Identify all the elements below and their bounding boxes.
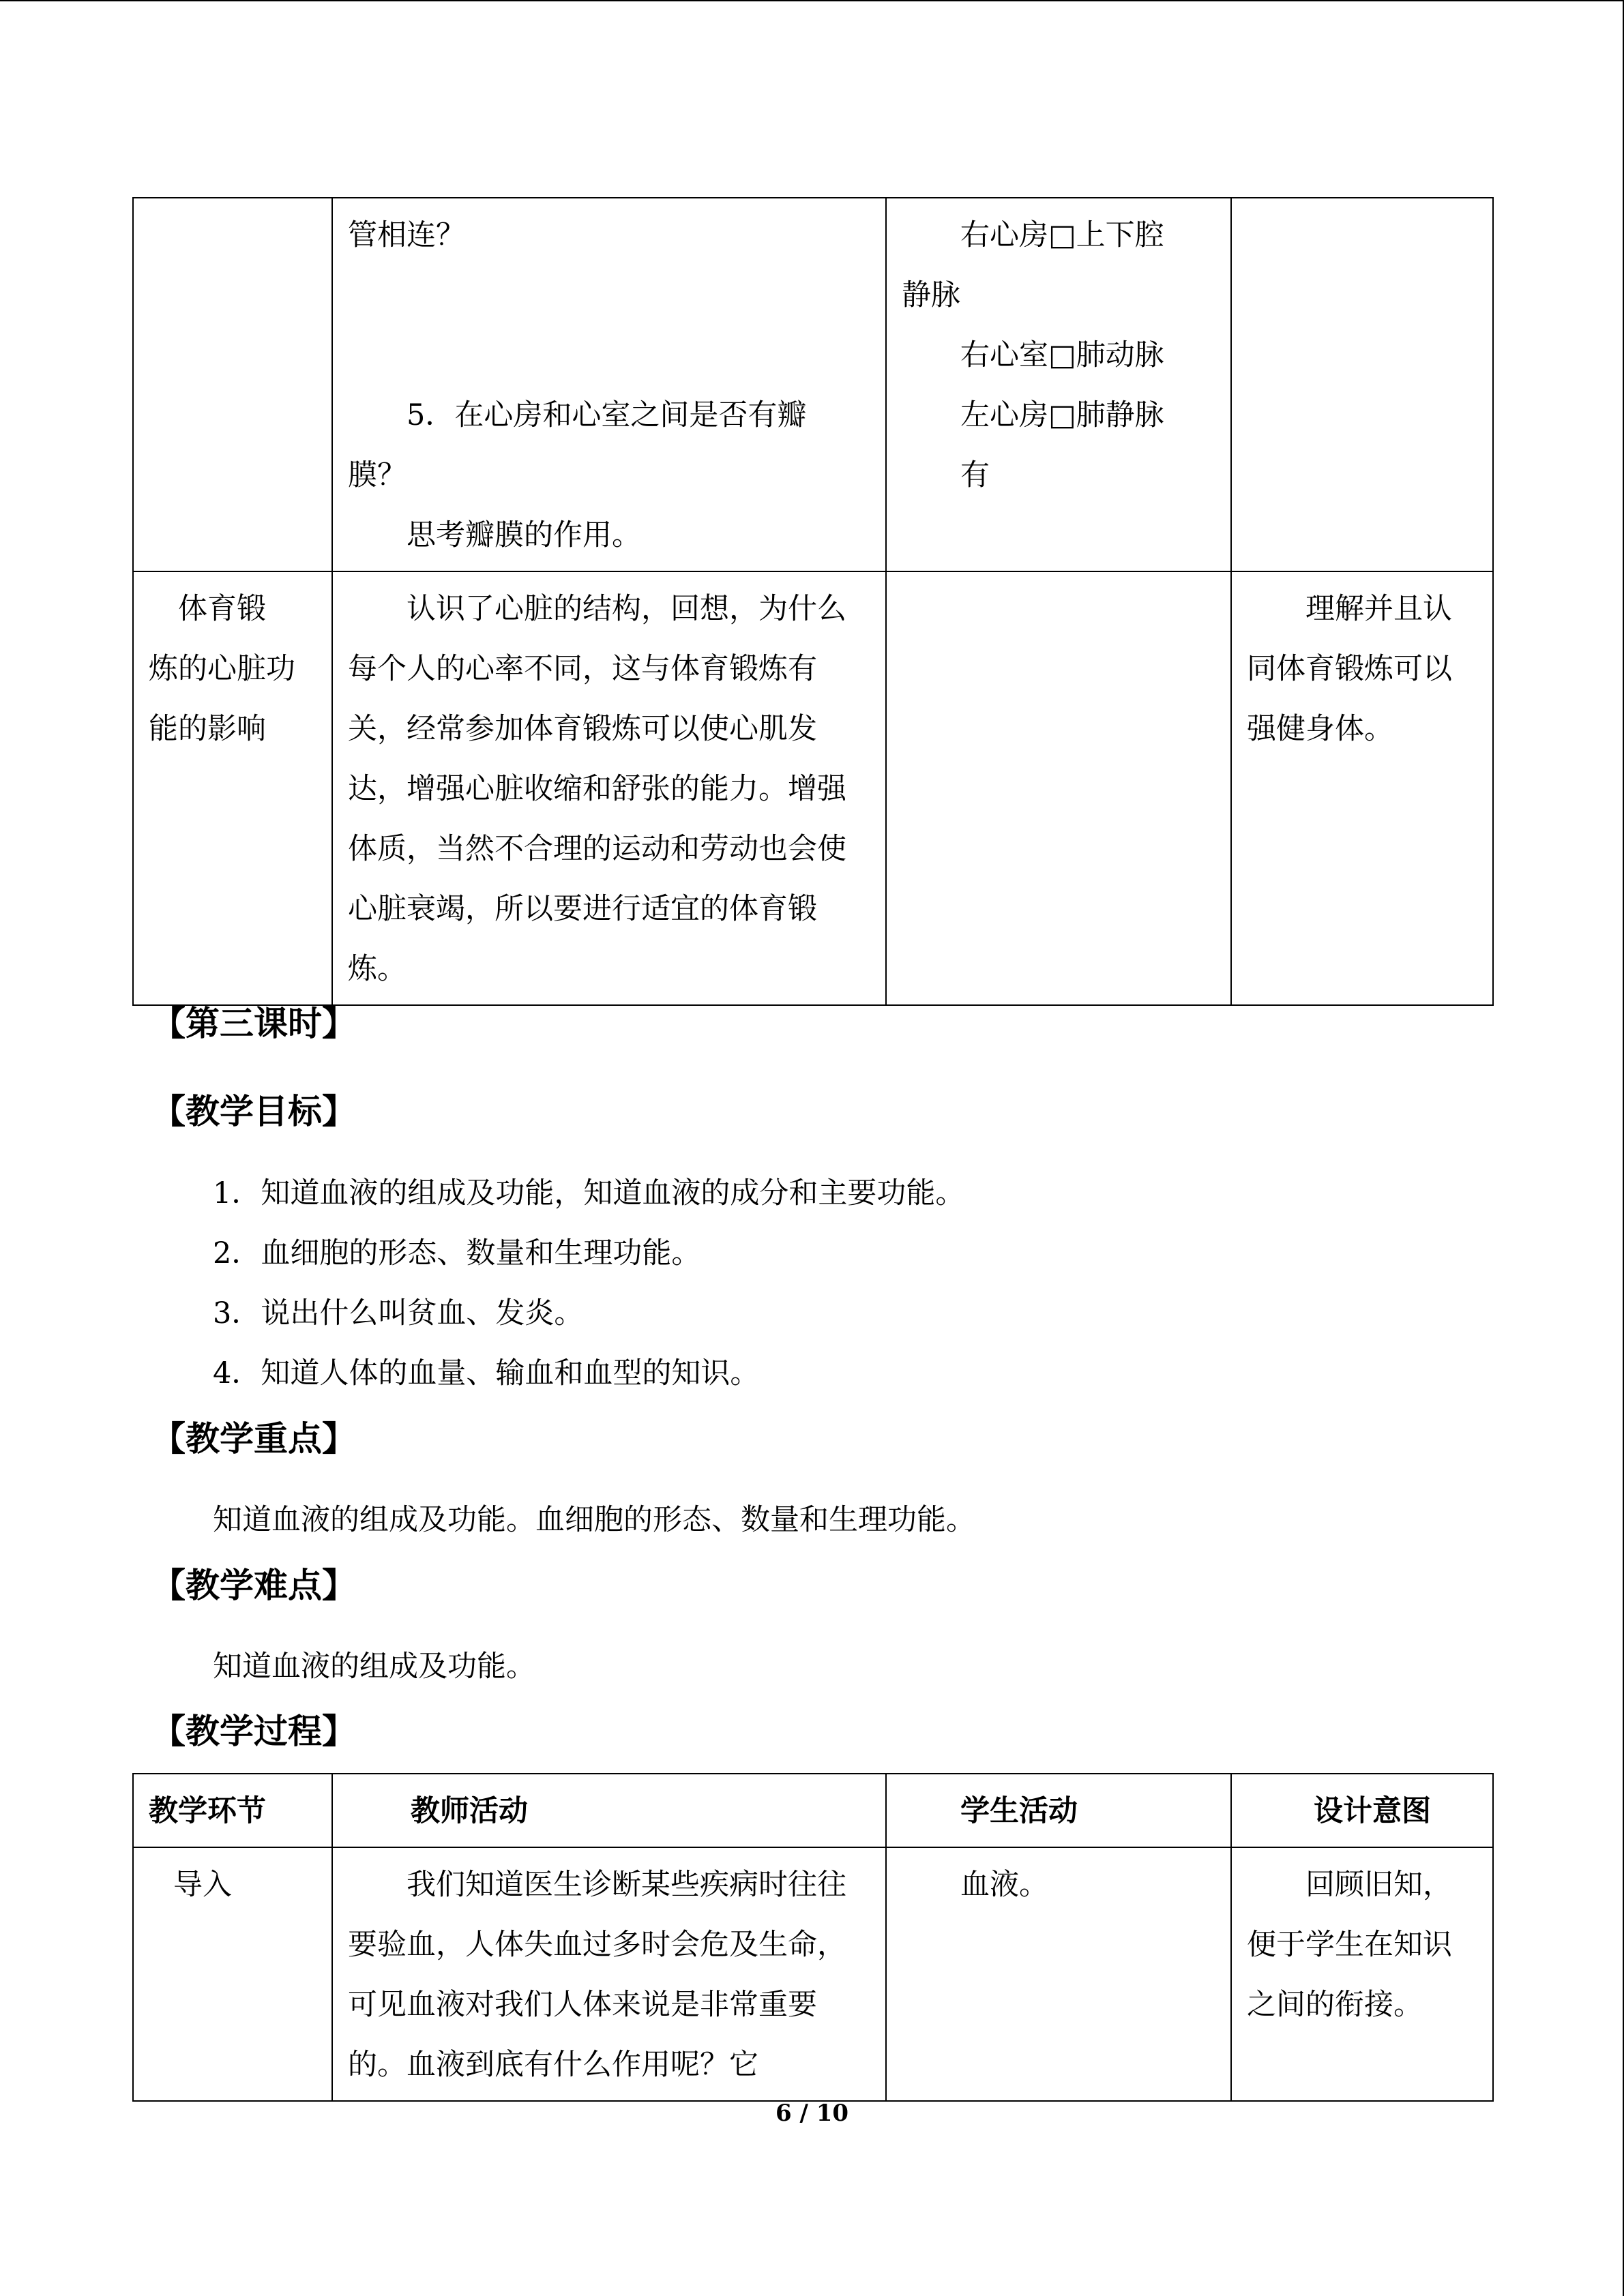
text-line: 管相连？ xyxy=(348,218,465,252)
text-line: 右心室□肺动脉 xyxy=(960,338,1164,372)
table-row xyxy=(133,571,1493,1005)
text-line: 有 xyxy=(960,458,990,492)
text-line: 炼的心脏功 xyxy=(149,652,295,686)
spacer xyxy=(348,265,870,385)
table-header-row xyxy=(133,1774,1493,1847)
goal-item: 2．血细胞的形态、数量和生理功能。 xyxy=(213,1236,701,1270)
table-row xyxy=(133,1847,1493,2101)
header-teacher-activity: 教师活动 xyxy=(332,1774,886,1847)
text-line: 5．在心房和心室之间是否有瓣 xyxy=(407,398,807,432)
goal-item: 3．说出什么叫贫血、发炎。 xyxy=(213,1296,584,1330)
cell-student-activity: 血液。 xyxy=(886,1847,1231,2101)
cell-design-intent: 回顾旧知，便于学生在知识之间的衔接。 xyxy=(1231,1847,1493,2101)
cell-student-activity xyxy=(886,198,1231,571)
page-top-border xyxy=(0,0,1624,1)
cell-stage: 导入 xyxy=(133,1847,332,2101)
section-heading-lesson3: 【第三课时】 xyxy=(151,1004,356,1043)
page-number: 6 / 10 xyxy=(775,2100,849,2127)
section-heading-goals: 【教学目标】 xyxy=(151,1092,356,1131)
text-line: 体育锻 xyxy=(178,592,266,626)
text-line: 思考瓣膜的作用。 xyxy=(407,518,641,552)
cell-student-activity xyxy=(886,571,1231,1005)
text-line: 能的影响 xyxy=(149,712,266,746)
cell-teacher-activity xyxy=(332,198,886,571)
text-line: 静脉 xyxy=(902,278,960,312)
section-heading-process: 【教学过程】 xyxy=(151,1712,356,1751)
cell-teacher-activity: 我们知道医生诊断某些疾病时往往要验血，人体失血过多时会危及生命，可见血液对我们人体来说是非常重要的。血液到底有什么作用呢？它 xyxy=(332,1847,886,2101)
difficult-points-text: 知道血液的组成及功能。 xyxy=(213,1650,535,1684)
header-student-activity: 学生活动 xyxy=(886,1774,1231,1847)
text-line: 左心房□肺静脉 xyxy=(960,398,1164,432)
teaching-process-table xyxy=(132,1773,1494,2102)
goal-item: 4．知道人体的血量、输血和血型的知识。 xyxy=(213,1356,760,1390)
header-stage: 教学环节 xyxy=(133,1774,332,1847)
table-row xyxy=(133,198,1493,571)
header-design-intent: 设计意图 xyxy=(1231,1774,1493,1847)
lesson-table-continued xyxy=(132,197,1494,1006)
section-heading-difficult: 【教学难点】 xyxy=(151,1566,356,1605)
section-heading-key: 【教学重点】 xyxy=(151,1419,356,1459)
key-points-text: 知道血液的组成及功能。血细胞的形态、数量和生理功能。 xyxy=(213,1503,975,1537)
goal-item: 1．知道血液的组成及功能，知道血液的成分和主要功能。 xyxy=(213,1176,965,1210)
cell-design-intent: 理解并且认同体育锻炼可以强健身体。 xyxy=(1231,571,1493,1005)
cell-teacher-activity: 认识了心脏的结构，回想，为什么每个人的心率不同，这与体育锻炼有关，经常参加体育锻炼可以使心肌发达，增强心脏收缩和舒张的能力。增强体质，当然不合理的运动和劳动也会使心脏衰竭，所以要进行适宜的体育锻炼。 xyxy=(332,571,886,1005)
cell-design-intent xyxy=(1231,198,1493,571)
text-line: 右心房□上下腔 xyxy=(960,218,1164,252)
text-line: 膜？ xyxy=(348,458,407,492)
cell-stage xyxy=(133,198,332,571)
cell-stage xyxy=(133,571,332,1005)
